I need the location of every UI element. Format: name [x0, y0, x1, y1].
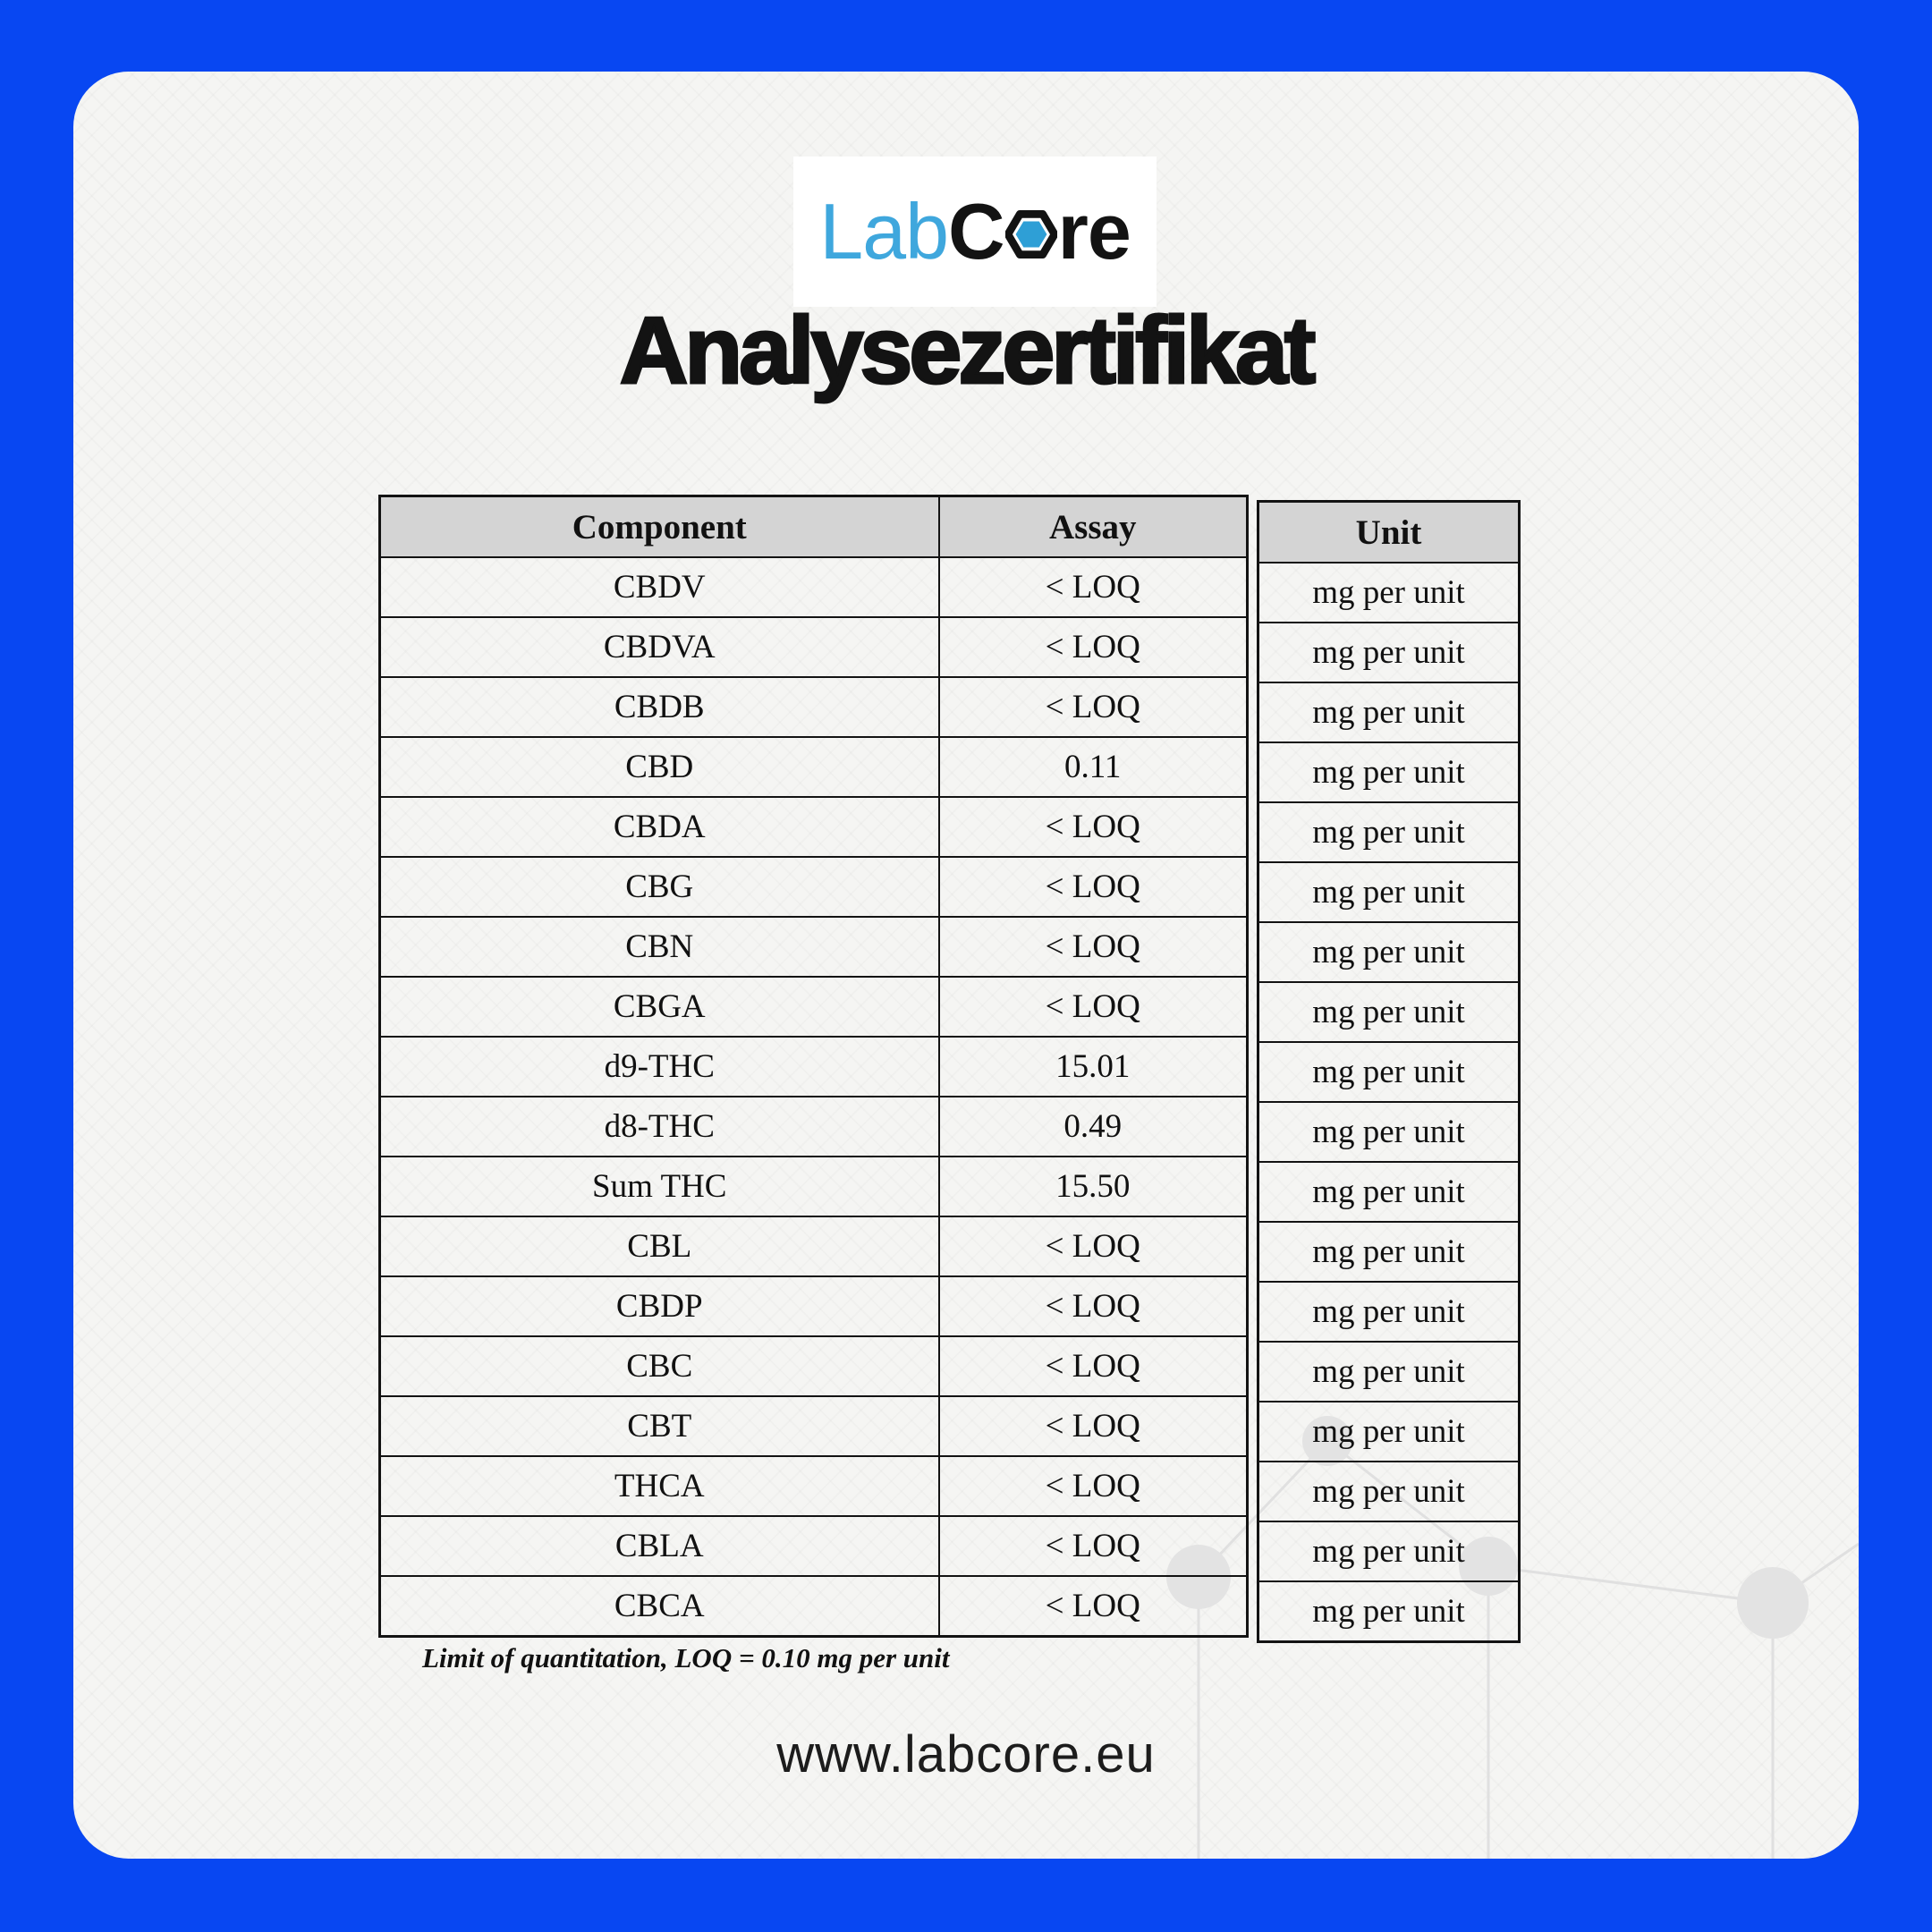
assay-cell: < LOQ [939, 1456, 1248, 1516]
logo-core-re: re [1057, 187, 1131, 275]
component-cell: CBGA [380, 977, 939, 1037]
table-row [380, 1276, 1248, 1336]
component-header: Component [380, 496, 939, 558]
component-cell: CBN [380, 917, 939, 977]
certificate-card [73, 72, 1859, 1859]
table-row [380, 857, 1248, 917]
assay-cell: < LOQ [939, 1276, 1248, 1336]
unit-cell: mg per unit [1258, 742, 1520, 802]
assay-cell: < LOQ [939, 677, 1248, 737]
unit-row [1258, 1222, 1520, 1282]
unit-row [1258, 1042, 1520, 1102]
unit-row [1258, 1581, 1520, 1642]
table-row [380, 677, 1248, 737]
logo-text [819, 186, 1131, 277]
unit-cell: mg per unit [1258, 563, 1520, 623]
unit-row [1258, 1402, 1520, 1462]
unit-cell: mg per unit [1258, 623, 1520, 682]
unit-row [1258, 862, 1520, 922]
unit-cell: mg per unit [1258, 1462, 1520, 1521]
results-area [378, 495, 1521, 1643]
component-cell: THCA [380, 1456, 939, 1516]
component-cell: CBG [380, 857, 939, 917]
unit-cell: mg per unit [1258, 922, 1520, 982]
component-cell: CBDV [380, 557, 939, 617]
unit-cell: mg per unit [1258, 1521, 1520, 1581]
table-row [380, 1576, 1248, 1637]
table-row [380, 1037, 1248, 1097]
component-cell: CBC [380, 1336, 939, 1396]
unit-row [1258, 1282, 1520, 1342]
logo-core [948, 186, 1131, 277]
assay-cell: < LOQ [939, 1216, 1248, 1276]
unit-cell: mg per unit [1258, 1581, 1520, 1642]
component-cell: Sum THC [380, 1157, 939, 1216]
table-row [380, 1516, 1248, 1576]
website-url: www.labcore.eu [776, 1725, 1156, 1784]
assay-cell: 15.50 [939, 1157, 1248, 1216]
unit-cell: mg per unit [1258, 682, 1520, 742]
unit-cell: mg per unit [1258, 1402, 1520, 1462]
assay-cell: 0.49 [939, 1097, 1248, 1157]
results-table [378, 495, 1249, 1638]
assay-cell: < LOQ [939, 857, 1248, 917]
logo-core-c: C [948, 187, 1004, 275]
unit-row [1258, 1342, 1520, 1402]
unit-row [1258, 742, 1520, 802]
table-row [380, 1097, 1248, 1157]
unit-cell: mg per unit [1258, 802, 1520, 862]
loq-footnote: Limit of quantitation, LOQ = 0.10 mg per unit [422, 1642, 950, 1674]
page-title: Analysezertifikat [619, 298, 1313, 403]
unit-row [1258, 1162, 1520, 1222]
assay-cell: 15.01 [939, 1037, 1248, 1097]
assay-cell: < LOQ [939, 1516, 1248, 1576]
logo-lab: Lab [819, 187, 949, 275]
unit-header-row [1258, 502, 1520, 564]
unit-cell: mg per unit [1258, 862, 1520, 922]
unit-row [1258, 982, 1520, 1042]
assay-cell: < LOQ [939, 1576, 1248, 1637]
component-cell: d8-THC [380, 1097, 939, 1157]
unit-header: Unit [1258, 502, 1520, 564]
component-cell: d9-THC [380, 1037, 939, 1097]
unit-table [1257, 500, 1521, 1643]
table-row [380, 557, 1248, 617]
header-row [380, 496, 1248, 558]
unit-cell: mg per unit [1258, 1342, 1520, 1402]
unit-cell: mg per unit [1258, 1282, 1520, 1342]
unit-row [1258, 922, 1520, 982]
table-row [380, 737, 1248, 797]
unit-row [1258, 682, 1520, 742]
component-cell: CBT [380, 1396, 939, 1456]
assay-cell: < LOQ [939, 977, 1248, 1037]
assay-cell: < LOQ [939, 617, 1248, 677]
unit-cell: mg per unit [1258, 1042, 1520, 1102]
component-cell: CBDB [380, 677, 939, 737]
component-cell: CBL [380, 1216, 939, 1276]
certificate-content [73, 72, 1859, 1859]
component-cell: CBDVA [380, 617, 939, 677]
unit-row [1258, 623, 1520, 682]
unit-cell: mg per unit [1258, 982, 1520, 1042]
table-row [380, 617, 1248, 677]
table-row [380, 1216, 1248, 1276]
assay-cell: < LOQ [939, 1396, 1248, 1456]
table-row [380, 1157, 1248, 1216]
unit-cell: mg per unit [1258, 1102, 1520, 1162]
component-cell: CBLA [380, 1516, 939, 1576]
unit-row [1258, 1102, 1520, 1162]
assay-cell: 0.11 [939, 737, 1248, 797]
table-row [380, 917, 1248, 977]
assay-header: Assay [939, 496, 1248, 558]
unit-row [1258, 563, 1520, 623]
table-row [380, 1336, 1248, 1396]
component-cell: CBDP [380, 1276, 939, 1336]
hexagon-icon [1005, 208, 1057, 260]
logo [793, 157, 1157, 307]
assay-cell: < LOQ [939, 1336, 1248, 1396]
component-cell: CBD [380, 737, 939, 797]
table-row [380, 797, 1248, 857]
table-row [380, 1456, 1248, 1516]
unit-row [1258, 802, 1520, 862]
assay-cell: < LOQ [939, 557, 1248, 617]
assay-cell: < LOQ [939, 797, 1248, 857]
unit-cell: mg per unit [1258, 1222, 1520, 1282]
unit-row [1258, 1521, 1520, 1581]
component-cell: CBCA [380, 1576, 939, 1637]
unit-cell: mg per unit [1258, 1162, 1520, 1222]
unit-row [1258, 1462, 1520, 1521]
table-row [380, 977, 1248, 1037]
component-cell: CBDA [380, 797, 939, 857]
assay-cell: < LOQ [939, 917, 1248, 977]
table-row [380, 1396, 1248, 1456]
